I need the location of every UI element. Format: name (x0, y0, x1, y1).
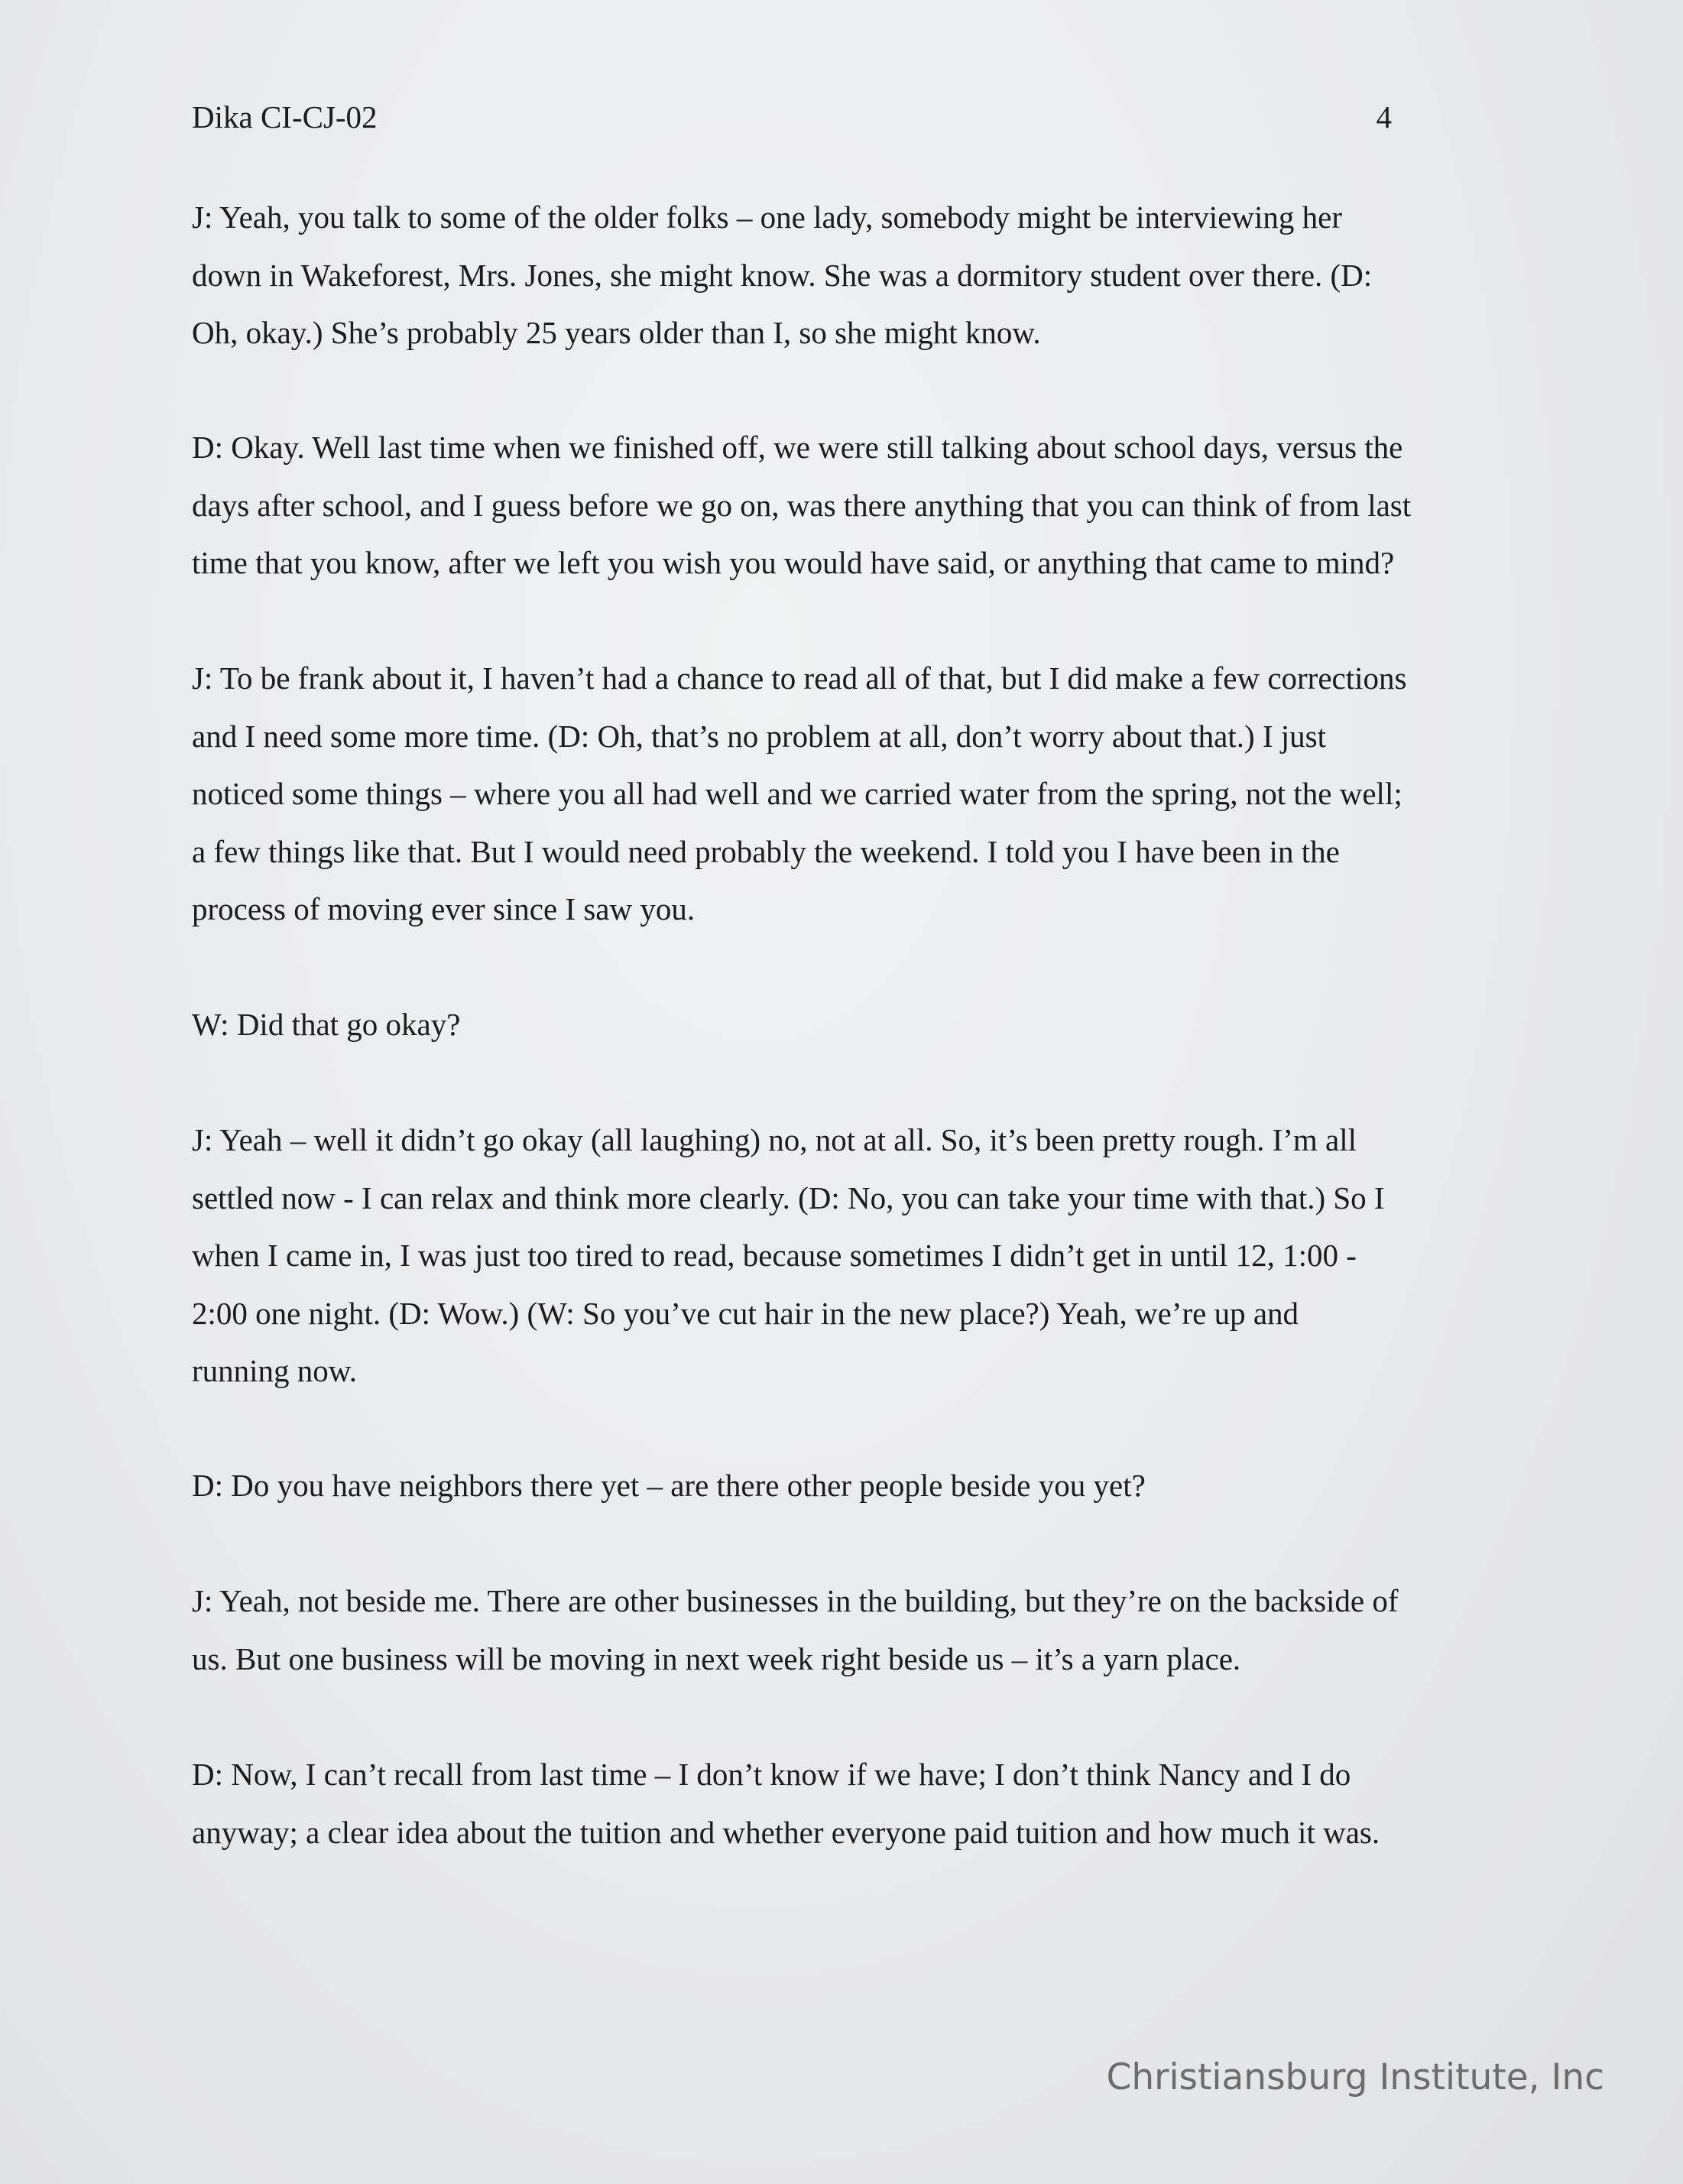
paragraph-1 (192, 189, 1491, 362)
text-line: J: Yeah, not beside me. There are other businesses in the building, but they’re on the backside of (192, 1583, 1399, 1618)
text-line: running now. (192, 1353, 357, 1388)
text-line: noticed some things – where you all had well and we carried water from the spring, not the well; (192, 776, 1402, 811)
document-id: Dika CI-CJ-02 (192, 99, 378, 135)
watermark: Christiansburg Institute, Inc (1106, 2056, 1604, 2098)
text-line: a few things like that. But I would need probably the weekend. I told you I have been in the (192, 833, 1340, 869)
paragraph-8 (192, 1746, 1491, 1861)
text-line: D: Okay. Well last time when we finished off, we were still talking about school days, versus the (192, 430, 1403, 465)
text-line: D: Now, I can’t recall from last time – I don’t know if we have; I don’t think Nancy and I do (192, 1757, 1351, 1792)
paragraph-4 (192, 996, 1491, 1054)
text-line: process of moving ever since I saw you. (192, 891, 696, 926)
text-line: and I need some more time. (D: Oh, that’s no problem at all, don’t worry about that.) I just (192, 718, 1327, 754)
paragraph-2 (192, 419, 1491, 592)
text-line: J: To be frank about it, I haven’t had a chance to read all of that, but I did make a few corrections (192, 660, 1407, 696)
text-line: anyway; a clear idea about the tuition and whether everyone paid tuition and how much it was. (192, 1814, 1380, 1850)
page-number: 4 (1376, 99, 1392, 135)
text-line: J: Yeah, you talk to some of the older folks – one lady, somebody might be interviewing her (192, 200, 1342, 235)
text-line: settled now - I can relax and think more clearly. (D: No, you can take your time with that.) So I (192, 1180, 1385, 1215)
text-line: Oh, okay.) She’s probably 25 years older than I, so she might know. (192, 315, 1041, 350)
text-line: when I came in, I was just too tired to read, because sometimes I didn’t get in until 12, 1:00 - (192, 1238, 1357, 1273)
text-line: days after school, and I guess before we go on, was there anything that you can think of from last (192, 487, 1412, 523)
text-line: D: Do you have neighbors there yet – are there other people beside you yet? (192, 1468, 1146, 1503)
paragraph-6 (192, 1457, 1491, 1515)
text-line: down in Wakeforest, Mrs. Jones, she might know. She was a dormitory student over there. (D: (192, 257, 1373, 293)
page-header (192, 98, 1392, 136)
text-line: J: Yeah – well it didn’t go okay (all laughing) no, not at all. So, it’s been pretty rough. I’m all (192, 1122, 1357, 1157)
paragraph-3 (192, 650, 1491, 939)
text-line: time that you know, after we left you wish you would have said, or anything that came to mind? (192, 545, 1395, 580)
paragraph-7 (192, 1572, 1491, 1688)
paragraph-5 (192, 1111, 1491, 1400)
text-line: us. But one business will be moving in next week right beside us – it’s a yarn place. (192, 1640, 1241, 1676)
text-line: W: Did that go okay? (192, 1007, 461, 1042)
text-line: 2:00 one night. (D: Wow.) (W: So you’ve cut hair in the new place?) Yeah, we’re up and (192, 1295, 1299, 1331)
